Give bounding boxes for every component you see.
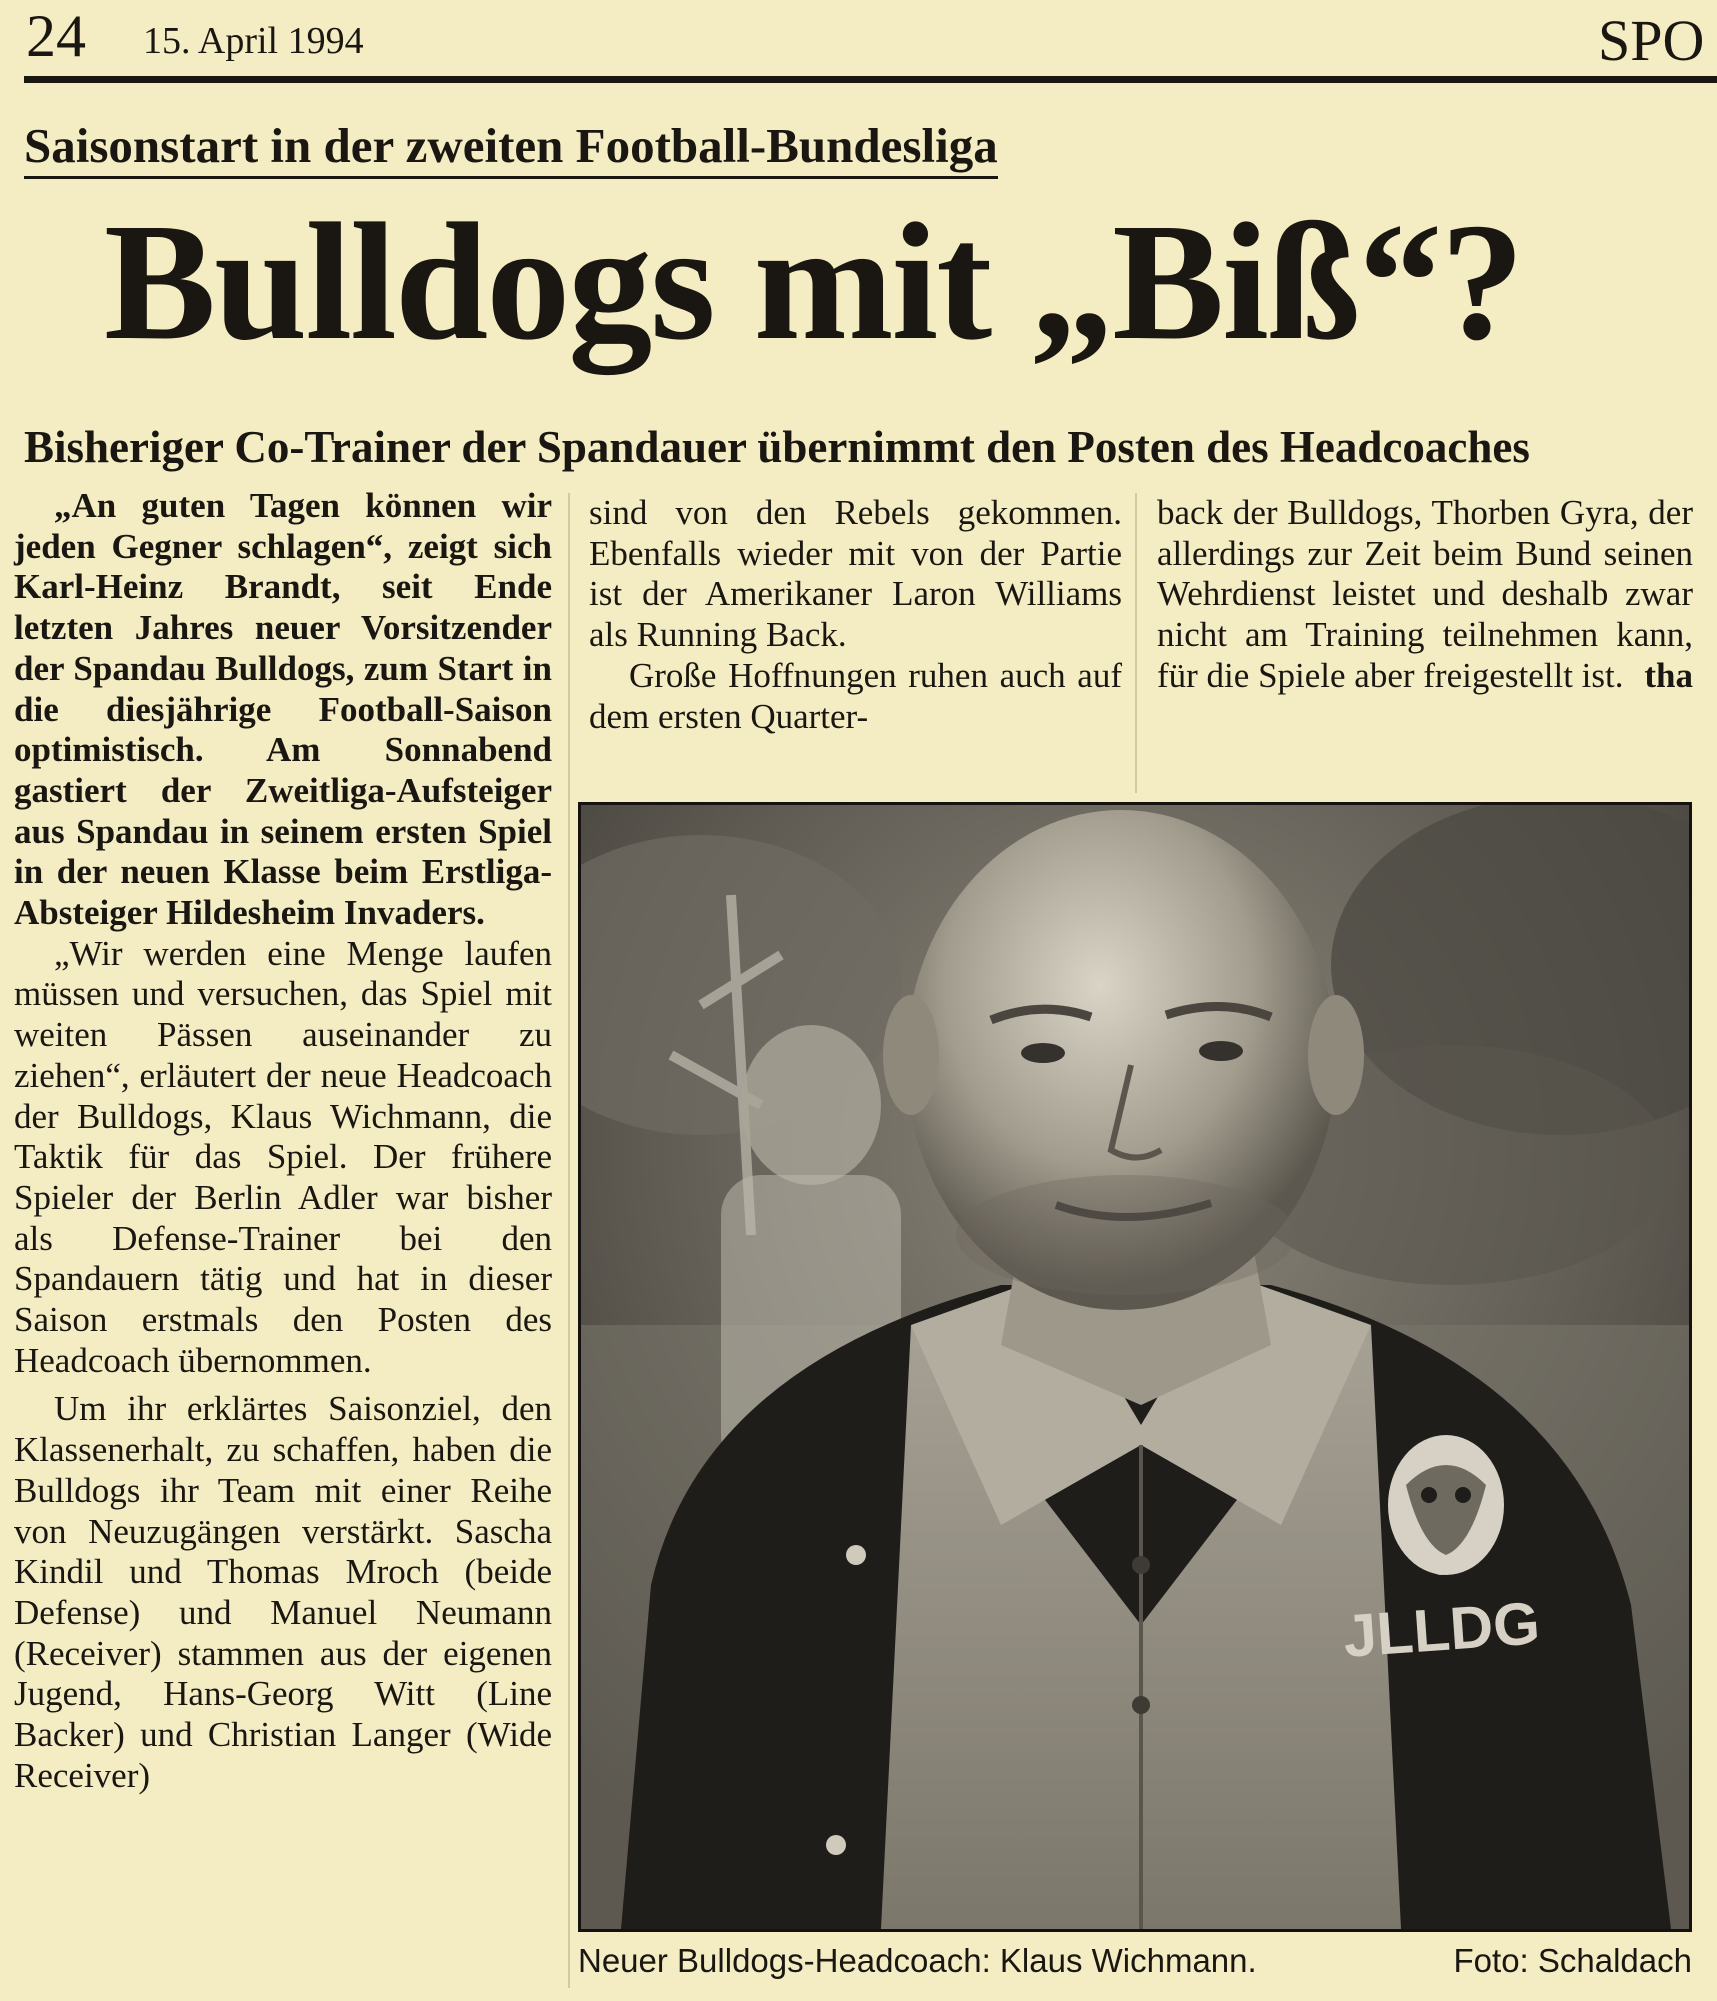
column-divider: [568, 493, 570, 1988]
article-paragraph: Große Hoffnungen ruhen auch auf dem ersten Quarter-: [589, 655, 1122, 736]
photo-caption: Neuer Bulldogs-Headcoach: Klaus Wichmann.: [578, 1942, 1257, 1979]
article-kicker: Saisonstart in der zweiten Football-Bundesliga: [24, 118, 998, 179]
article-lead: „An guten Tagen können wir jeden Gegner schlagen“, zeigt sich Karl-Heinz Brandt, seit Ende letzten Jahres neuer Vorsitzender der Spandau Bulldogs, zum Start in die diesjährige Football-Saison optimistisch. Am Sonnabend gastiert der Zweitliga-Aufsteiger aus Spandau in seinem ersten Spiel in der neuen Klasse beim Erstliga-Absteiger Hildesheim Invaders.: [14, 486, 552, 933]
article-column-3: [1157, 493, 1693, 697]
author-signature: tha: [1644, 655, 1693, 695]
article-paragraph: „Wir werden eine Menge laufen müssen und versuchen, das Spiel mit weiten Pässen auseinander zu ziehen“, erläutert der neue Headcoach der Bulldogs, Klaus Wichmann, die Taktik für das Spiel. Der frühere Spieler der Berlin Adler war bisher als Defense-Trainer bei den Spandauern tätig und hat in dieser Saison erstmals den Posten des Headcoach übernommen.: [14, 933, 552, 1380]
headcoach-photo: [578, 802, 1692, 1932]
column-divider: [1135, 493, 1137, 793]
article-subheadline: Bisheriger Co-Trainer der Spandauer übernimmt den Posten des Headcoaches: [24, 422, 1530, 472]
article-headline: Bulldogs mit „Biß“?: [104, 189, 1523, 375]
masthead-rule: [24, 76, 1717, 83]
article-column-2: [589, 493, 1122, 737]
issue-date: 15. April 1994: [143, 20, 364, 62]
jacket-lettering: JLLDG: [1341, 1589, 1543, 1670]
article-column-1: [14, 486, 552, 1797]
section-label: SPO: [1598, 8, 1705, 73]
article-paragraph: back der Bulldogs, Thorben Gyra, der allerdings zur Zeit beim Bund seinen Wehrdienst leistet und deshalb zwar nicht am Training teilnehmen kann, für die Spiele aber freigestellt ist. tha: [1157, 493, 1693, 695]
photo-credit: Foto: Schaldach: [1453, 1942, 1692, 1979]
page-number: 24: [26, 3, 86, 69]
article-paragraph: sind von den Rebels gekommen. Ebenfalls wieder mit von der Partie ist der Amerikaner Laron Williams als Running Back.: [589, 493, 1122, 655]
article-paragraph: Um ihr erklärtes Saisonziel, den Klassenerhalt, zu schaffen, haben die Bulldogs ihr Team mit einer Reihe von Neuzugängen verstärkt. Sascha Kindil und Thomas Mroch (beide Defense) und Manuel Neumann (Receiver) stammen aus der eigenen Jugend, Hans-Georg Witt (Line Backer) und Christian Langer (Wide Receiver): [14, 1389, 552, 1795]
